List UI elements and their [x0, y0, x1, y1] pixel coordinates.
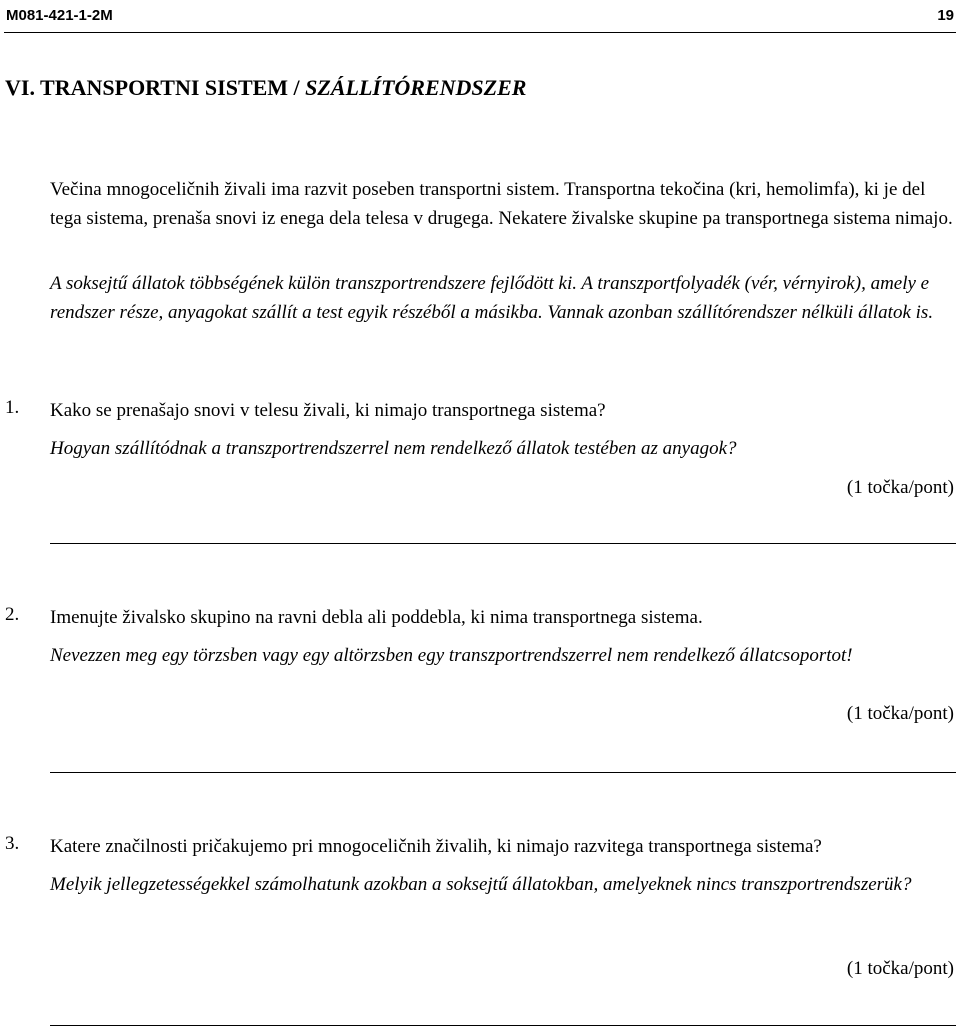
question-text-sl: Imenujte živalsko skupino na ravni debla ali poddebla, ki nima transportnega sistema. — [50, 607, 703, 628]
question-number: 3. — [5, 833, 20, 854]
section-title — [5, 75, 526, 101]
points-label: (1 točka/pont) — [846, 477, 954, 498]
question-2 — [50, 604, 956, 670]
question-text-hu: Nevezzen meg egy törzsben vagy egy altörzsben egy transzportrendszerrel nem rendelkező állatcsoportot! — [50, 644, 853, 666]
intro-text-hu: A soksejtű állatok többségének külön transzportrendszere fejlődött ki. A transzportfolyadék (vér, vérnyirok), amely e rendszer része, anyagokat szállít a test egyik részéből a másikba. Vannak azonban szállítórendszer nélküli állatok is. — [50, 273, 934, 323]
points-label: (1 točka/pont) — [846, 958, 954, 979]
question-text-hu: Melyik jellegzetességekkel számolhatunk azokban a soksejtű állatokban, amelyeknek nincs transzportrendszerük? — [50, 873, 912, 895]
answer-line[interactable] — [50, 1025, 956, 1026]
question-1 — [50, 397, 956, 463]
answer-line[interactable] — [50, 543, 956, 544]
section-title-hu: SZÁLLÍTÓRENDSZER — [305, 75, 527, 100]
question-number: 1. — [5, 397, 20, 418]
answer-line[interactable] — [50, 772, 956, 773]
intro-text-sl: Večina mnogoceličnih živali ima razvit poseben transportni sistem. Transportna tekočina (kri, hemolimfa), ki je del tega sistema, prenaša snovi iz enega dela telesa v drugega. Nekatere živalske skupine pa transportnega sistema nimajo. — [50, 179, 953, 229]
question-text-sl: Kako se prenašajo snovi v telesu živali, ki nimajo transportnega sistema? — [50, 400, 606, 421]
question-text-hu: Hogyan szállítódnak a transzportrendszerrel nem rendelkező állatok testében az anyagok? — [50, 437, 737, 459]
section-title-sl: VI. TRANSPORTNI SISTEM / — [5, 75, 306, 100]
question-text-sl: Katere značilnosti pričakujemo pri mnogoceličnih živalih, ki nimajo razvitega transportnega sistema? — [50, 836, 822, 857]
question-number: 2. — [5, 604, 20, 625]
page-number: 19 — [937, 7, 954, 24]
page-header — [4, 4, 956, 33]
points-label: (1 točka/pont) — [846, 703, 954, 724]
exam-code: M081-421-1-2M — [6, 7, 113, 24]
question-3 — [50, 833, 956, 899]
